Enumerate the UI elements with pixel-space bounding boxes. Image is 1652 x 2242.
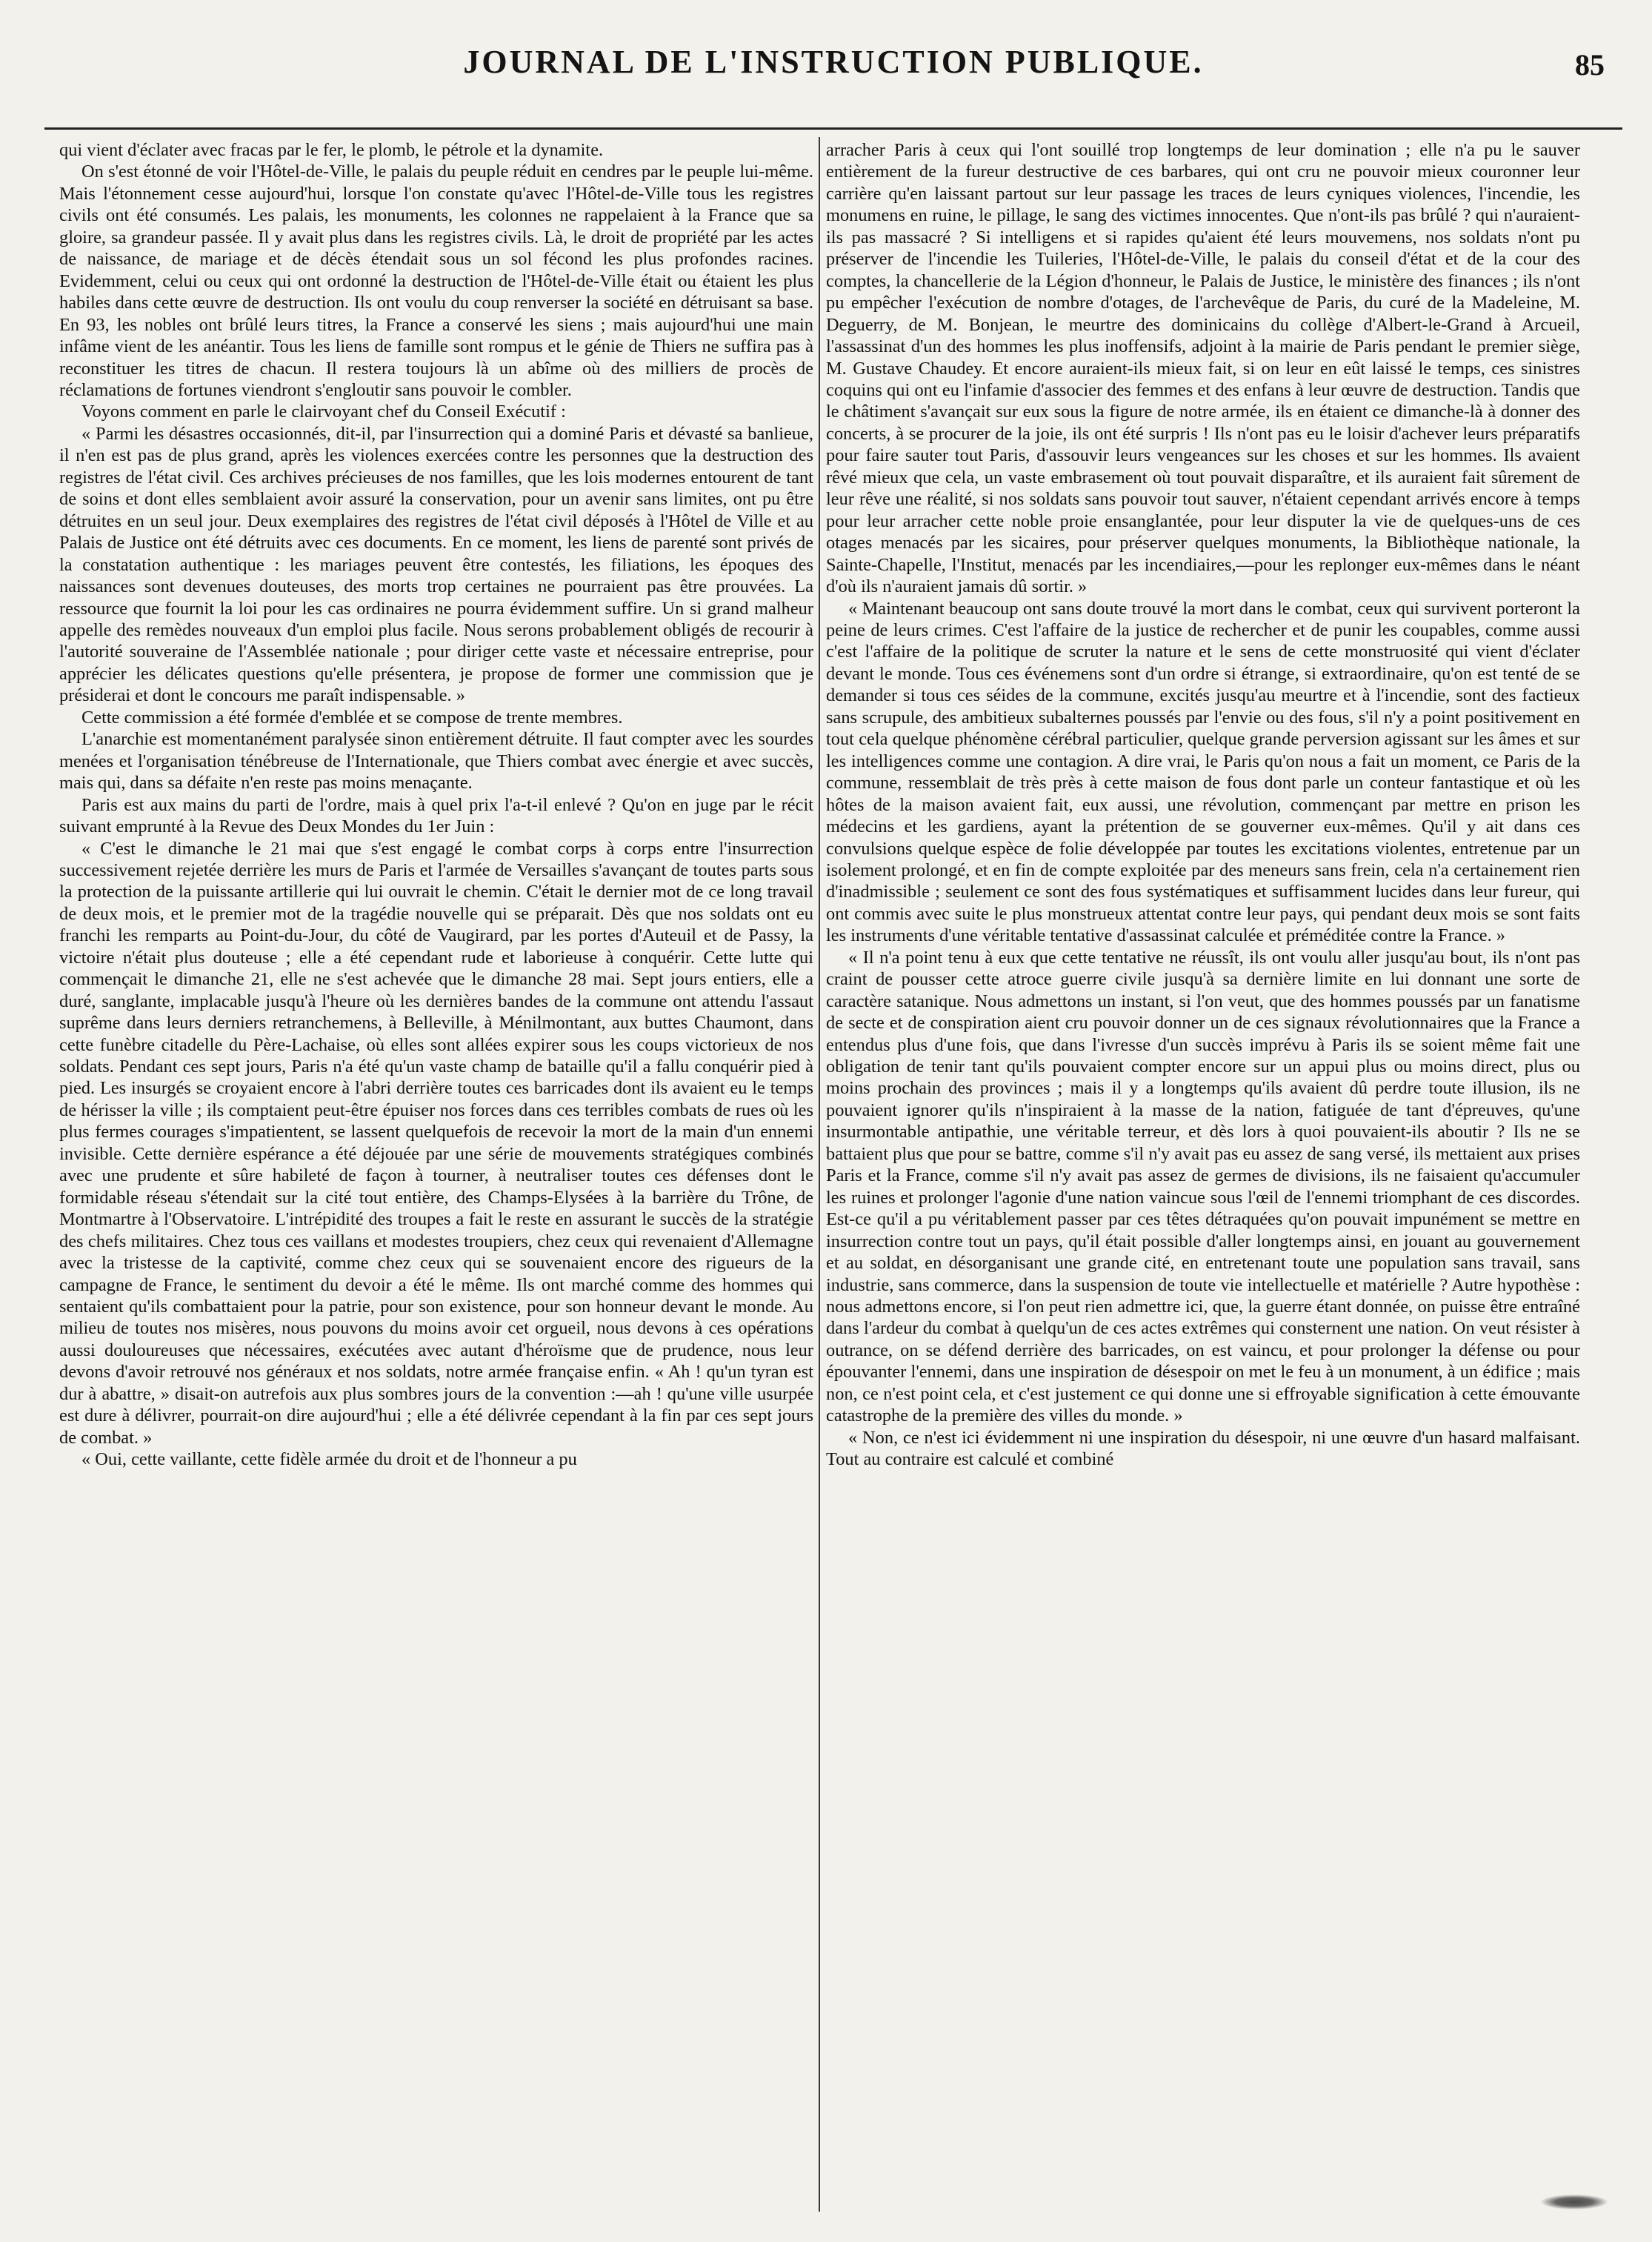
paragraph: qui vient d'éclater avec fracas par le fer, le plomb, le pétrole et la dynamite. [59, 140, 604, 160]
paragraph: Cette commission a été formée d'emblée et se compose de trente membres. [81, 707, 623, 728]
scan-smudge [1541, 2195, 1608, 2209]
paragraph: L'anarchie est momentanément paralysée sinon entièrement détruite. Il faut compter avec les sourdes menées et l'organisation ténébreuse de l'Internationale, que Thiers combat avec énergie et avec succès, mais qui, dans sa défaite n'en reste pas moins menaçante. [59, 729, 813, 794]
paragraph: « Non, ce n'est ici évidemment ni une inspiration du désespoir, ni une œuvre d'un hasard malfaisant. Tout au contraire est calculé et combiné [826, 1427, 1580, 1470]
paragraph: « Parmi les désastres occasionnés, dit-il, par l'insurrection qui a dominé Paris et dévasté sa banlieue, il n'en est pas de plus grand, après les violences exercées contre les personnes que la destruction des registres de l'état civil. Ces archives précieuses de nos familles, que les lois modernes entourent de tant de soins et dont elles semblaient avoir assuré la conservation, pour un avenir sans limites, ont pu être détruites en un seul jour. Deux exemplaires des registres de l'état civil déposés à l'Hôtel de Ville et au Palais de Justice ont été détruits avec ces documents. En ce moment, les liens de parenté sont privés de la constatation authentique : les mariages peuvent être contestés, les filiations, les époques des naissances sont devenues douteuses, des morts trop certaines ne pourraient pas être prouvées. La ressource que fournit la loi pour les cas ordinaires ne pourra évidemment suffire. Un si grand malheur appelle des remèdes nouveaux d'un emploi plus facile. Nous serons probablement obligés de recourir à l'autorité souveraine de l'Assemblée nationale ; pour diriger cette vaste et nécessaire entreprise, pour apprécier les délicates questions qu'elle présentera, je propose de former une commission que je présiderai et dont le concours me paraît indispensable. » [59, 423, 813, 706]
paragraph: Paris est aux mains du parti de l'ordre, mais à quel prix l'a-t-il enlevé ? Qu'on en juge par le récit suivant emprunté à la Revue des Deux Mondes du 1er Juin : [59, 794, 813, 837]
header-rule [44, 127, 1622, 130]
paragraph: On s'est étonné de voir l'Hôtel-de-Ville, le palais du peuple réduit en cendres par le peuple lui-même. Mais l'étonnement cesse aujourd'hui, lorsque l'on constate qu'avec l'Hôtel-de-Ville tous les registres civils ont été consumés. Les palais, les monuments, les colonnes ne rappelaient à la France que sa gloire, sa grandeur passée. Il y avait plus dans les registres civils. Là, le droit de propriété par les actes de naissance, de mariage et de décès étendait sous un sol fécond les plus profondes racines. Evidemment, celui ou ceux qui ont ordonné la destruction de l'Hôtel-de-Ville était ou étaient les plus habiles dans cette œuvre de destruction. Ils ont voulu du coup renverser la société en détruisant sa base. En 93, les nobles ont brûlé leurs titres, la France a conservé les siens ; mais aujourd'hui une main infâme vient de les anéantir. Tous les liens de famille sont rompus et le génie de Thiers ne suffira pas à reconstituer les titres de chacun. Il restera toujours là un abîme où des milliers de procès de réclamations de fortunes viendront s'engloutir sans pouvoir le combler. [59, 162, 813, 400]
paragraph: « C'est le dimanche le 21 mai que s'est engagé le combat corps à corps entre l'insurrection successivement rejetée derrière les murs de Paris et l'armée de Versailles s'avançant de toutes parts sous la protection de la puissante artillerie qui lui ouvrait le chemin. C'était le dernier mot de ce long travail de deux mois, et le premier mot de la tragédie nouvelle qui se préparait. Dès que nos soldats ont eu franchi les remparts au Point-du-Jour, du côté de Vaugirard, par les portes d'Auteuil et de Passy, la victoire n'était plus douteuse ; elle a été cependant rude et laborieuse à conquérir. Cette lutte qui commençait le dimanche 21, elle ne s'est achevée que le dimanche 28 mai. Sept jours entiers, elle a duré, sanglante, implacable jusqu'à l'heure où les dernières bandes de la commune ont attendu l'assaut suprême dans leurs derniers retranchemens, à Belleville, à Ménilmontant, aux buttes Chaumont, dans cette funèbre citadelle du Père-Lachaise, où elles sont allées expirer sous les coups victorieux de nos soldats. Pendant ces sept jours, Paris n'a été qu'un vaste champ de bataille qu'il a fallu conquérir pied à pied. Les insurgés se croyaient encore à l'abri derrière toutes ces barricades dont ils avaient eu le temps de hérisser la ville ; ils comptaient peut-être épuiser nos forces dans ces terribles combats de rues où les plus fermes courages s'impatientent, se lassent quelquefois de recevoir la mort de la main d'un ennemi invisible. Cette dernière espérance a été déjouée par une série de mouvements stratégiques combinés avec une prudente et sûre habileté de façon à tourner, à neutraliser toutes ces défenses dont le formidable réseau s'étendait sur la cité tout entière, des Champs-Elysées à la barrière du Trône, de Montmartre à l'Observatoire. L'intrépidité des troupes a fait le reste en assurant le succès de la stratégie des chefs militaires. Chez tous ces vaillans et modestes troupiers, chez ceux qui revenaient d'Allemagne avec la tristesse de la captivité, comme chez ceux qui se souvenaient encore des rigueurs de la campagne de France, le sentiment du devoir a été le même. Ils ont marché comme des hommes qui sentaient qu'ils combattaient pour la patrie, pour son existence, pour son honneur devant le monde. Au milieu de toutes nos misères, nous pouvons du moins avoir cet orgueil, nous devons à ces opérations aussi douloureuses que nécessaires, exécutées avec autant d'héroïsme que de prudence, nous leur devons d'avoir retrouvé nos généraux et nos soldats, notre armée française enfin. « Ah ! qu'un tyran est dur à abattre, » disait-on autrefois aux plus sombres jours de la convention :—ah ! qu'une ville usurpée est dure à délivrer, pourrait-on dire aujourd'hui ; elle a été délivrée cependant à la fin par ces sept jours de combat. » [59, 838, 813, 1448]
paragraph: Voyons comment en parle le clairvoyant chef du Conseil Exécutif : [81, 402, 566, 422]
running-title: JOURNAL DE L'INSTRUCTION PUBLIQUE. [463, 44, 1204, 80]
column-divider [819, 137, 820, 2212]
paragraph: arracher Paris à ceux qui l'ont souillé trop longtemps de leur domination ; elle n'a pu le sauver entièrement de la fureur destructive de ces barbares, qui ont cru ne pouvoir mieux couronner leur carrière qu'en laissant partout sur leur passage les traces de leurs cyniques violences, l'incendie, les monumens en ruine, le pillage, le sang des victimes innocentes. Que n'ont-ils pas brûlé ? qui n'auraient-ils pas massacré ? Si intelligens et si rapides qu'aient été leurs mouvemens, nos soldats n'ont pu préserver de l'incendie les Tuileries, l'Hôtel-de-Ville, le palais du conseil d'état et de la cour des comptes, la chancellerie de la Légion d'honneur, le Palais de Justice, le ministère des finances ; ils n'ont pu empêcher l'exécution de nombre d'otages, de l'archevêque de Paris, du curé de la Madeleine, M. Deguerry, de M. Bonjean, le meurtre des dominicains du collège d'Albert-le-Grand à Arcueil, l'assassinat d'un des hommes les plus inoffensifs, adjoint à la mairie de Paris pendant le premier siège, M. Gustave Chaudey. Et encore auraient-ils mieux fait, si on leur en eût laissé le temps, ces sinistres coquins qui ont eu l'infamie d'associer des femmes et des enfans à leur œuvre de destruction. Tandis que le châtiment s'avançait sur eux sous la figure de notre armée, ils en étaient ce dimanche-là à donner des concerts, à se procurer de la joie, ils ont été surpris ! Ils n'ont pas eu le loisir d'achever leurs préparatifs pour faire sauter tout Paris, d'assouvir leurs vengeances sur les choses et sur les hommes. Ils avaient rêvé mieux que cela, un vaste embrasement où tout pouvait disparaître, et ils auraient fait sûrement de leur rêve une réalité, si nos soldats sans pouvoir tout sauver, n'étaient cependant arrivés encore à temps pour leur arracher cette noble proie ensanglantée, pour leur disputer la vie de quelques-uns de ces otages menacés par les sicaires, pour préserver quelques monuments, la Bibliothèque nationale, la Sainte-Chapelle, l'Institut, menacés par les incendiaires,—pour les replonger eux-mêmes dans le néant d'où ils n'auraient jamais dû sortir. » [826, 140, 1580, 597]
left-column [59, 139, 813, 2214]
right-column [826, 139, 1580, 2214]
paragraph: « Il n'a point tenu à eux que cette tentative ne réussît, ils ont voulu aller jusqu'au bout, ils n'ont pas craint de pousser cette atroce guerre civile jusqu'à sa dernière limite en lui donnant une sorte de caractère satanique. Nous admettons un instant, si l'on veut, que des hommes poussés par un fanatisme de secte et de conspiration aient cru pouvoir donner un de ces signaux révolutionnaires que la France a entendus plus d'une fois, que dans l'ivresse d'un succès imprévu à Paris ils se soient même fait une obligation de tenir tant qu'ils pouvaient compter encore sur un appui plus ou moins direct, plus ou moins prochain des provinces ; mais il y a longtemps qu'ils avaient dû perdre toute illusion, ils ne pouvaient ignorer qu'ils n'inspiraient à la masse de la nation, fatiguée de tant d'épreuves, qu'une insurmontable antipathie, une véritable terreur, et dès lors à quoi pouvaient-ils aboutir ? Ils ne se battaient plus que pour se battre, comme s'il n'y avait pas eu assez de sang versé, ils mettaient aux prises Paris et la France, comme s'il n'y avait pas assez de germes de divisions, ils ne faisaient qu'accumuler les ruines et prolonger l'agonie d'une nation vaincue sous l'œil de l'ennemi triomphant de ces discordes. Est-ce qu'il a pu véritablement passer par ces têtes détraquées qu'on pouvait impunément se mettre en insurrection contre tout un pays, qu'il était possible d'aller longtemps ainsi, en jouant au gouvernement et au soldat, en désorganisant une grande cité, en entretenant toute une population sans travail, sans industrie, sans commerce, dans la suspension de toute vie intellectuelle et matérielle ? Autre hypothèse : nous admettons encore, si l'on peut rien admettre ici, que, la guerre étant donnée, on puisse être entraîné dans l'ardeur du combat à quelqu'un de ces actes extrêmes qui consternent une nation. On veut résister à outrance, on se défend derrière des barricades, on est vaincu, et pour prolonger la défense ou pour épouvanter l'ennemi, dans une inspiration de désespoir on met le feu à un monument, à un édifice ; mais non, ce n'est point cela, et c'est justement ce qui donne une si effroyable signification à cette émouvante catastrophe de la première des villes du monde. » [826, 947, 1580, 1426]
page-number: 85 [1575, 48, 1605, 82]
paragraph: « Maintenant beaucoup ont sans doute trouvé la mort dans le combat, ceux qui survivent porteront la peine de leurs crimes. C'est l'affaire de la justice de rechercher et de punir les coupables, comme aussi c'est l'affaire de la politique de scruter la nature et le sens de cette monstruosité qui vient d'éclater devant le monde. Tous ces événemens sont d'un ordre si étrange, si extraordinaire, qu'on est tenté de se demander si tous ces séides de la commune, excités jusqu'au meurtre et à l'incendie, sont des factieux sans scrupule, des ambitieux subalternes poussés par l'envie ou des fous, s'il n'y a point positivement en tout cela quelque phénomène cérébral particulier, quelque grande perversion agissant sur les âmes et sur les intelligences comme une contagion. A dire vrai, le Paris qu'on nous a fait un moment, ce Paris de la commune, ressemblait de très près à cette maison de fous dont parle un conteur fantastique et où les hôtes de la maison avaient fait, eux aussi, une révolution, commençant par mettre en prison les médecins et les gardiens, ayant la prétention de se gouverner eux-mêmes. Qu'il y ait dans ces convulsions quelque espèce de folie développée par toutes les excitations violentes, entretenue par un isolement prolongé, et en fin de compte exploitée par des meneurs sans frein, cela n'a certainement rien d'inadmissible ; seulement ce sont des fous systématiques et suffisamment lucides dans leur fureur, qui ont commis avec suite le plus monstrueux attentat contre leur pays, qui pendant deux mois se sont faits les instruments d'une véritable tentative d'assassinat calculée et préméditée contre la France. » [826, 598, 1580, 946]
page-header [44, 33, 1622, 92]
paragraph: « Oui, cette vaillante, cette fidèle armée du droit et de l'honneur a pu [81, 1449, 577, 1470]
